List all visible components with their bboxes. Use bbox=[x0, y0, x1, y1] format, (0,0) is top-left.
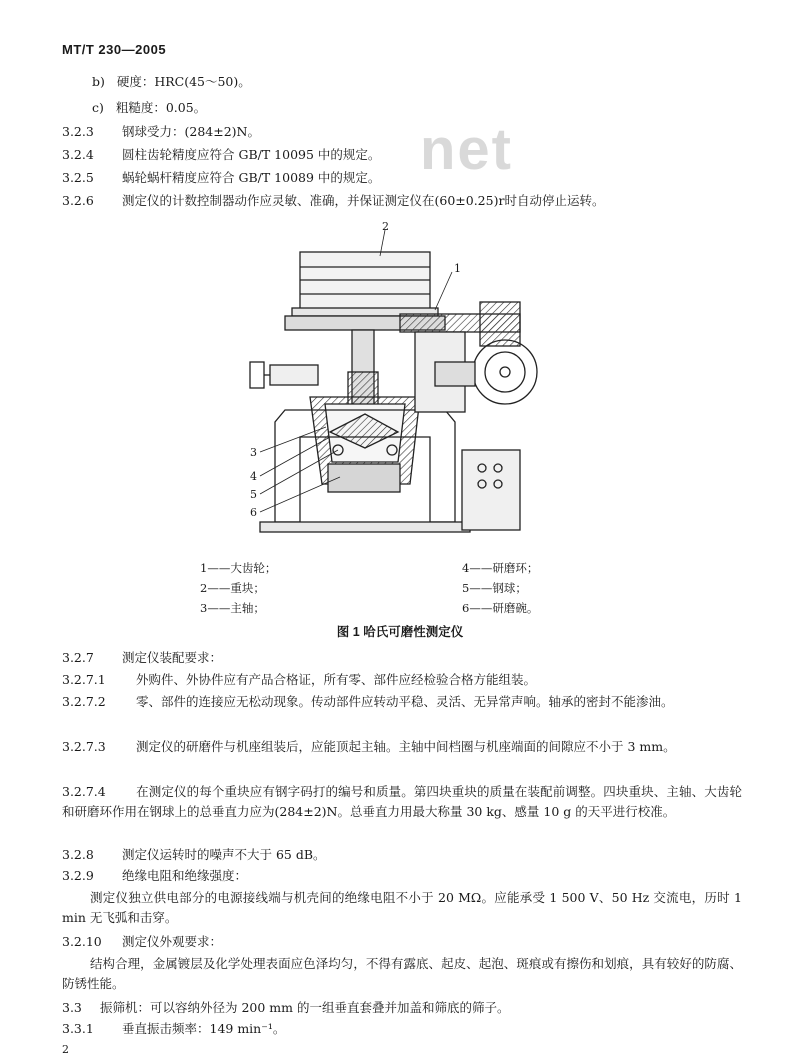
clause-number: 3.2.7.4 bbox=[62, 784, 106, 799]
clause-3-3 bbox=[62, 998, 510, 1018]
grindability-tester-drawing bbox=[230, 222, 560, 552]
clause-number: 3.2.7.2 bbox=[62, 694, 106, 709]
list-item-text: 粗糙度：0.05。 bbox=[115, 100, 207, 115]
list-item-text: 硬度：HRC(45～50)。 bbox=[116, 74, 251, 89]
clause-number: 3.2.6 bbox=[62, 193, 94, 208]
clause-number: 3.2.5 bbox=[62, 170, 94, 185]
clause-number: 3.2.3 bbox=[62, 124, 94, 139]
clause-3-2-9 bbox=[62, 866, 247, 886]
clause-3-3-1 bbox=[62, 1019, 285, 1039]
clause-text: 测定仪的研磨件与机座组装后，应能顶起主轴。主轴中间档圈与机座端面的间隙应不小于 3 mm。 bbox=[136, 739, 676, 754]
clause-3-2-4 bbox=[62, 145, 380, 165]
clause-number: 3.2.9 bbox=[62, 868, 94, 883]
clause-text: 绝缘电阻和绝缘强度： bbox=[122, 868, 248, 883]
clause-text: 圆柱齿轮精度应符合 GB/T 10095 中的规定。 bbox=[122, 147, 381, 162]
clause-number: 3.2.7.3 bbox=[62, 739, 106, 754]
legend-item-1: 1——大齿轮； bbox=[200, 561, 277, 575]
clause-number: 3.2.10 bbox=[62, 934, 102, 949]
clause-3-2-10-body: 结构合理，金属镀层及化学处理表面应色泽均匀，不得有露底、起皮、起泡、斑痕或有擦伤和划痕，具有较好的防腐、防锈性能。 bbox=[62, 956, 742, 991]
legend-item-6: 6——研磨碗。 bbox=[462, 601, 539, 615]
clause-text: 振筛机：可以容纳外径为 200 mm 的一组垂直套叠并加盖和筛底的筛子。 bbox=[100, 1000, 510, 1015]
clause-3-2-9-body: 测定仪独立供电部分的电源接线端与机壳间的绝缘电阻不小于 20 MΩ。应能承受 1 500 V、50 Hz 交流电，历时 1 min 无飞弧和击穿。 bbox=[62, 890, 742, 925]
clause-text: 测定仪的计数控制器动作应灵敏、准确，并保证测定仪在(60±0.25)r时自动停止运转。 bbox=[122, 193, 605, 208]
clause-text: 测定仪运转时的噪声不大于 65 dB。 bbox=[122, 847, 326, 862]
clause-number: 3.2.8 bbox=[62, 847, 94, 862]
clause-text: 测定仪外观要求： bbox=[122, 934, 223, 949]
callout-label-6: 6 bbox=[250, 506, 257, 519]
clause-number: 3.2.4 bbox=[62, 147, 94, 162]
legend-item-4: 4——研磨环； bbox=[462, 561, 539, 575]
clause-number: 3.3 bbox=[62, 1000, 82, 1015]
callout-label-4: 4 bbox=[250, 470, 257, 483]
clause-number: 3.2.7 bbox=[62, 650, 94, 665]
clause-text: 钢球受力：(284±2)N。 bbox=[122, 124, 260, 139]
legend-item-3: 3——主轴； bbox=[200, 601, 265, 615]
callout-label-1: 1 bbox=[454, 262, 461, 275]
list-item-b bbox=[92, 72, 251, 92]
callout-label-3: 3 bbox=[250, 446, 257, 459]
callout-label-5: 5 bbox=[250, 488, 257, 501]
clause-3-2-7-3 bbox=[62, 737, 742, 757]
clause-3-2-6 bbox=[62, 191, 604, 211]
clause-text: 垂直振击频率：149 min⁻¹。 bbox=[122, 1021, 286, 1036]
list-item-label: c) bbox=[92, 100, 104, 115]
document-header: MT/T 230—2005 bbox=[62, 42, 167, 57]
clause-number: 3.3.1 bbox=[62, 1021, 94, 1036]
page-number: 2 bbox=[62, 1043, 69, 1056]
clause-3-2-5 bbox=[62, 168, 380, 188]
clause-3-2-3 bbox=[62, 122, 260, 142]
clause-3-2-10 bbox=[62, 932, 222, 952]
figure-caption: 图 1 哈氏可磨性测定仪 bbox=[336, 625, 464, 639]
clause-text: 在测定仪的每个重块应有钢字码打的编号和质量。第四块重块的质量在装配前调整。四块重块、主轴、大齿轮和研磨环作用在钢球上的总垂直力应为(284±2)N。总垂直力用最大称量 30 kg、感量 10 g 的天平进行校准。 bbox=[62, 784, 742, 819]
watermark: net bbox=[420, 117, 513, 182]
clause-3-2-7-4 bbox=[62, 782, 742, 822]
clause-3-2-8 bbox=[62, 845, 326, 865]
clause-text: 外购件、外协件应有产品合格证，所有零、部件应经检验合格方能组装。 bbox=[136, 672, 537, 687]
clause-3-2-7-1 bbox=[62, 670, 536, 690]
clause-number: 3.2.7.1 bbox=[62, 672, 106, 687]
clause-3-2-7-2 bbox=[62, 692, 742, 712]
list-item-c bbox=[92, 98, 206, 118]
clause-text: 零、部件的连接应无松动现象。传动部件应转动平稳、灵活、无异常声响。轴承的密封不能渗油。 bbox=[136, 694, 674, 709]
clause-3-2-7 bbox=[62, 648, 222, 668]
callout-label-2: 2 bbox=[382, 222, 389, 233]
legend-item-2: 2——重块； bbox=[200, 581, 265, 595]
clause-text: 测定仪装配要求： bbox=[122, 650, 223, 665]
list-item-label: b) bbox=[92, 74, 105, 89]
clause-text: 蜗轮蜗杆精度应符合 GB/T 10089 中的规定。 bbox=[122, 170, 381, 185]
legend-item-5: 5——钢球； bbox=[462, 581, 527, 595]
